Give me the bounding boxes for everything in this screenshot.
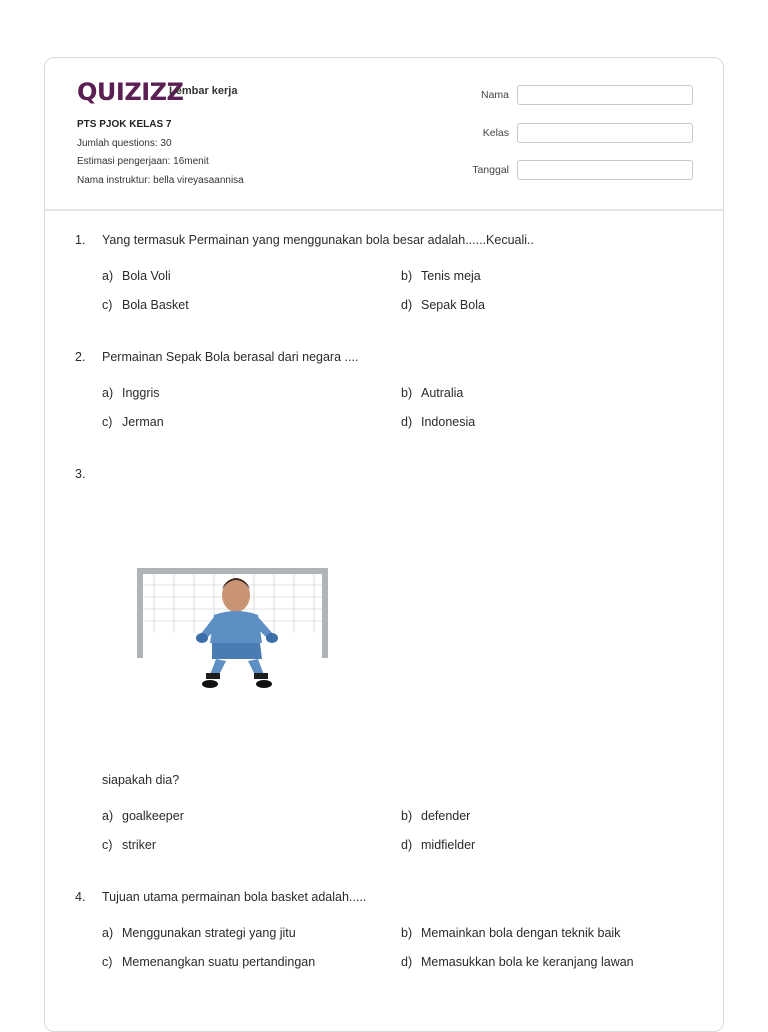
question-number: 3. xyxy=(75,467,86,481)
option-c xyxy=(102,298,189,312)
option-text: Jerman xyxy=(122,415,164,429)
option-letter: b) xyxy=(401,269,413,283)
option-text: defender xyxy=(421,809,471,823)
option-b xyxy=(401,386,463,400)
name-label: Nama xyxy=(480,89,509,101)
worksheet xyxy=(44,57,724,1032)
question-number: 4. xyxy=(75,890,86,904)
option-b xyxy=(401,926,620,940)
worksheet-header xyxy=(45,58,723,211)
option-text: goalkeeper xyxy=(122,809,184,823)
option-letter: d) xyxy=(401,838,413,852)
date-field xyxy=(445,160,693,180)
option-c xyxy=(102,415,164,429)
option-letter: b) xyxy=(401,386,413,400)
question-number: 2. xyxy=(75,350,86,364)
option-c xyxy=(102,955,315,969)
option-text: Bola Voli xyxy=(122,269,171,283)
date-label: Tanggal xyxy=(472,164,509,176)
option-text: midfielder xyxy=(421,838,476,852)
goalkeeper-image xyxy=(134,563,349,703)
question-count: Jumlah questions: 30 xyxy=(77,137,172,149)
option-letter: b) xyxy=(401,926,413,940)
option-letter: a) xyxy=(102,926,114,940)
option-letter: a) xyxy=(102,269,114,283)
question-text: Permainan Sepak Bola berasal dari negara .... xyxy=(102,350,359,364)
option-text: striker xyxy=(122,838,157,852)
quizizz-logo: QUIZIZZ xyxy=(77,78,184,106)
option-text: Memasukkan bola ke keranjang lawan xyxy=(421,955,634,969)
option-text: Sepak Bola xyxy=(421,298,485,312)
option-a xyxy=(102,269,171,283)
question-text: Yang termasuk Permainan yang menggunakan bola besar adalah......Kecuali.. xyxy=(102,233,534,247)
option-text: Bola Basket xyxy=(122,298,189,312)
name-input[interactable] xyxy=(517,85,693,105)
option-letter: a) xyxy=(102,809,114,823)
option-text: Autralia xyxy=(421,386,464,400)
name-field xyxy=(445,85,693,105)
option-letter: c) xyxy=(102,415,113,429)
option-letter: d) xyxy=(401,955,413,969)
instructor-name: Nama instruktur: bella vireyasaannisa xyxy=(77,174,244,186)
class-field xyxy=(445,123,693,143)
option-d xyxy=(401,415,475,429)
option-letter: d) xyxy=(401,298,413,312)
worksheet-subtitle: Lembar kerja xyxy=(169,85,238,97)
option-text: Memainkan bola dengan teknik baik xyxy=(421,926,621,940)
option-letter: b) xyxy=(401,809,413,823)
option-c xyxy=(102,838,156,852)
option-d xyxy=(401,298,485,312)
option-text: Menggunakan strategi yang jitu xyxy=(122,926,296,940)
option-a xyxy=(102,809,184,823)
option-a xyxy=(102,386,160,400)
option-b xyxy=(401,809,470,823)
option-letter: c) xyxy=(102,838,113,852)
question-text: Tujuan utama permainan bola basket adalah..... xyxy=(102,890,367,904)
option-text: Indonesia xyxy=(421,415,476,429)
option-letter: a) xyxy=(102,386,114,400)
class-input[interactable] xyxy=(517,123,693,143)
option-a xyxy=(102,926,296,940)
class-label: Kelas xyxy=(482,127,509,139)
option-text: Tenis meja xyxy=(421,269,481,283)
question-number: 1. xyxy=(75,233,86,247)
time-estimate: Estimasi pengerjaan: 16menit xyxy=(77,156,209,167)
date-input[interactable] xyxy=(517,160,693,180)
option-b xyxy=(401,269,481,283)
quiz-title: PTS PJOK KELAS 7 xyxy=(77,119,172,130)
option-letter: c) xyxy=(102,298,113,312)
option-text: Inggris xyxy=(122,386,160,400)
option-letter: d) xyxy=(401,415,413,429)
option-d xyxy=(401,955,634,969)
option-d xyxy=(401,838,475,852)
question-prompt: siapakah dia? xyxy=(102,773,180,787)
quiz-meta xyxy=(77,116,244,190)
option-letter: c) xyxy=(102,955,113,969)
option-text: Memenangkan suatu pertandingan xyxy=(122,955,316,969)
